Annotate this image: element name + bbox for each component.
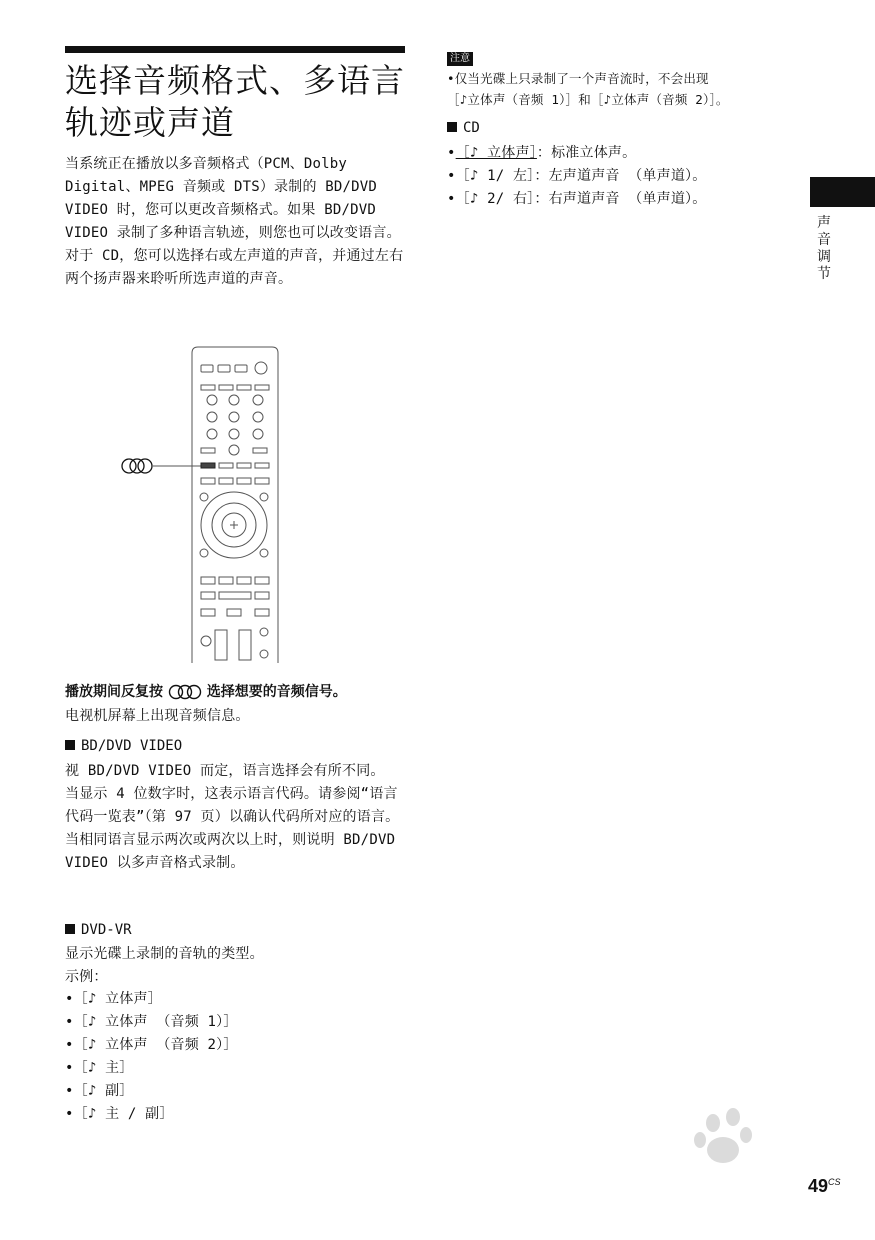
- audio-key-highlight: [201, 463, 215, 468]
- bd-dvd-video-heading-text: BD/DVD VIDEO: [81, 738, 183, 754]
- cd-option-desc: ：左声道声音 （单声道）。: [534, 168, 707, 184]
- list-item: [447, 188, 706, 211]
- dvd-vr-paragraph: 显示光碟上录制的音轨的类型。: [65, 946, 264, 962]
- list-item: •［♪ 立体声 （音频 1）］: [65, 1014, 238, 1030]
- instruction-step: [65, 681, 347, 701]
- square-bullet-icon: [65, 740, 75, 750]
- baidu-paw-logo: [608, 1105, 848, 1220]
- dvd-vr-paragraph: 示例：: [65, 969, 108, 985]
- cd-list: [447, 142, 706, 211]
- page-number: [808, 1176, 841, 1197]
- page-suffix: CS: [828, 1177, 841, 1187]
- bd-paragraph: 视 BD/DVD VIDEO 而定，语言选择会有所不同。: [65, 763, 385, 779]
- intro-paragraph: 对于 CD，您可以选择右或左声道的声音，并通过左右两个扬声器来聆听所选声道的声音。: [65, 248, 404, 287]
- dvd-vr-heading-text: DVD-VR: [81, 922, 132, 938]
- cd-option-label: ［♪ 2/ 右］: [455, 191, 535, 207]
- dvd-vr-list: [65, 988, 238, 1126]
- cd-option-label: ［♪ 立体声］: [455, 145, 537, 161]
- note-line: •仅当光碟上只录制了一个声音流时，不会出现: [447, 71, 709, 86]
- square-bullet-icon: [447, 122, 457, 132]
- bd-dvd-video-body: [65, 760, 410, 875]
- bullet: •: [447, 191, 456, 207]
- bullet: •: [447, 145, 456, 161]
- remote-control-illustration: [115, 345, 285, 665]
- note-label: 注意: [447, 52, 473, 66]
- list-item: •［♪ 主］: [65, 1060, 134, 1076]
- cd-option-desc: ：右声道声音 （单声道）。: [534, 191, 707, 207]
- dvd-vr-body: [65, 943, 410, 989]
- instruction-result: 电视机屏幕上出现音频信息。: [65, 708, 250, 724]
- note-text: [447, 68, 807, 110]
- cd-option-label: ［♪ 1/ 左］: [455, 168, 535, 184]
- instruction-text-after: 选择想要的音频信号。: [206, 684, 347, 700]
- title-rule: [65, 46, 405, 53]
- list-item: •［♪ 立体声 （音频 2）］: [65, 1037, 238, 1053]
- cd-heading: [447, 120, 480, 136]
- bullet: •: [447, 168, 456, 184]
- list-item: [447, 165, 706, 188]
- square-bullet-icon: [65, 924, 75, 934]
- cd-option-desc: ：标准立体声。: [536, 145, 637, 161]
- cd-heading-text: CD: [463, 120, 480, 136]
- dvd-vr-heading: [65, 922, 132, 938]
- instruction-text-before: 播放期间反复按: [65, 684, 163, 700]
- page-number-value: 49: [808, 1176, 829, 1196]
- list-item: •［♪ 主 / 副］: [65, 1106, 174, 1122]
- bd-dvd-video-heading: [65, 738, 182, 754]
- section-tab-label: 声音调节: [817, 215, 831, 282]
- section-tab: [810, 177, 875, 207]
- baidu-watermark: [608, 1105, 848, 1220]
- remote-control-drawing: [115, 345, 285, 665]
- list-item: •［♪ 副］: [65, 1083, 134, 1099]
- note-line: ［♪立体声（音频 1）］和［♪立体声（音频 2）］。: [447, 92, 729, 107]
- list-item: [447, 142, 706, 165]
- page-title: 选择音频格式、多语言轨迹或声道: [65, 61, 405, 142]
- bd-paragraph: 当显示 4 位数字时，这表示语言代码。请参阅“语言代码一览表”（第 97 页）以确认代码所对应的语言。当相同语言显示两次或两次以上时，则说明 BD/DVD VIDEO 以多声音格式录制。: [65, 786, 400, 871]
- intro-section: [65, 153, 410, 291]
- audio-button-icon: [168, 684, 202, 700]
- list-item: •［♪ 立体声］: [65, 991, 162, 1007]
- audio-symbol-icon: [122, 459, 152, 473]
- intro-paragraph: 当系统正在播放以多音频格式（PCM、Dolby Digital、MPEG 音频或 DTS）录制的 BD/DVD VIDEO 时，您可以更改音频格式。如果 BD/DVD VIDEO 录制了多种语言轨迹，则您也可以改变语言。: [65, 156, 401, 241]
